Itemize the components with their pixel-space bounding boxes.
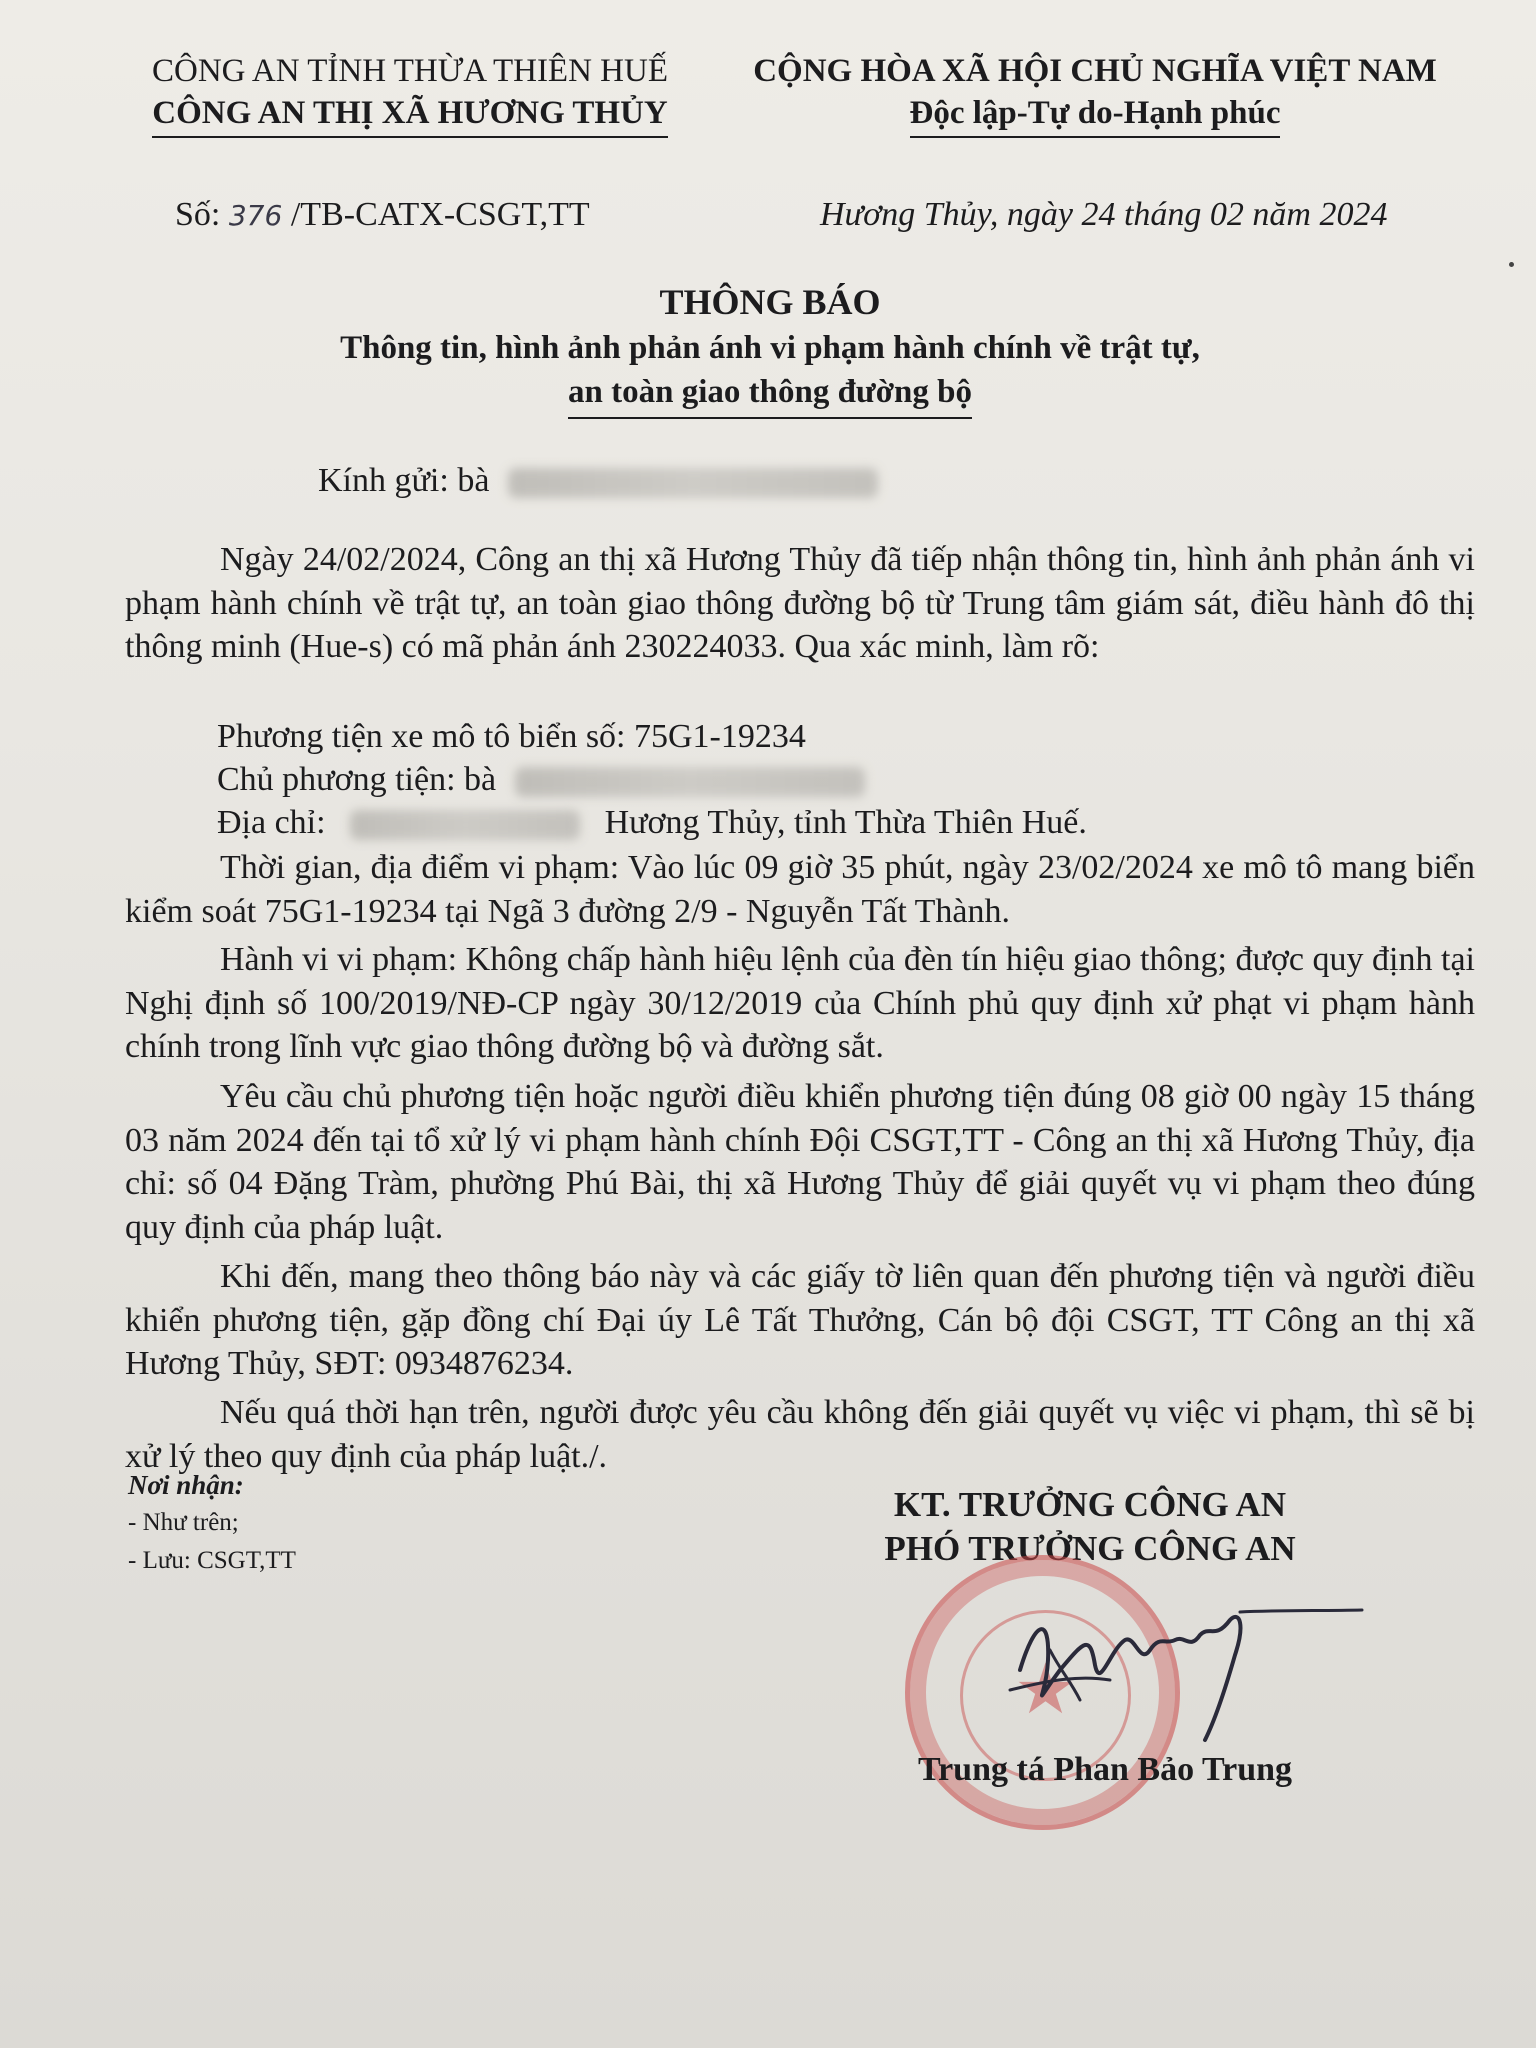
address-tail: Hương Thủy, tỉnh Thừa Thiên Huế.: [604, 804, 1087, 841]
issuer-block: [120, 50, 700, 138]
document-subtitle-2-wrap: [200, 370, 1340, 419]
place-date: Hương Thủy, ngày 24 tháng 02 năm 2024: [820, 196, 1388, 233]
addressee-label: Kính gửi: bà: [318, 462, 490, 499]
signer-title-1: KT. TRƯỞNG CÔNG AN: [893, 1485, 1287, 1524]
document-title: THÔNG BÁO: [659, 282, 881, 322]
issuer-parent: CÔNG AN TỈNH THỪA THIÊN HUẾ: [151, 53, 668, 89]
paragraph-request: Yêu cầu chủ phương tiện hoặc người điều khiển phương tiện đúng 08 giờ 00 ngày 15 tháng 03 năm 2024 đến tại tổ xử lý vi phạm hành chính Đội CSGT,TT - Công an thị xã Hương Thủy, địa chỉ: số 04 Đặng Tràm, phường Phú Bài, thị xã Hương Thủy để giải quyết vụ vi phạm theo đúng quy định của pháp luật.: [125, 1078, 1475, 1246]
number-prefix: Số:: [175, 196, 221, 233]
handwritten-number: 376: [228, 199, 283, 232]
paragraph-intro: Ngày 24/02/2024, Công an thị xã Hương Thủy đã tiếp nhận thông tin, hình ảnh phản ánh vi phạm hành chính về trật tự, an toàn giao thông đường bộ từ Trung tâm giám sát, điều hành đô thị thông minh (Hue-s) có mã phản ánh 230224033. Qua xác minh, làm rõ:: [125, 541, 1475, 665]
country-name: CỘNG HÒA XÃ HỘI CHỦ NGHĨA VIỆT NAM: [753, 53, 1437, 89]
redacted-owner: [515, 767, 865, 797]
owner-label: Chủ phương tiện: bà: [217, 761, 497, 798]
paragraph-violation: Hành vi vi phạm: Không chấp hành hiệu lệnh của đèn tín hiệu giao thông; được quy định tại Nghị định số 100/2019/NĐ-CP ngày 30/12/2019 của Chính phủ quy định xử phạt vi phạm hành chính trong lĩnh vực giao thông đường bộ và đường sắt.: [125, 941, 1475, 1065]
national-motto-block: [745, 50, 1445, 138]
document-number: [175, 193, 590, 237]
paragraph-deadline: Nếu quá thời hạn trên, người được yêu cầu không đến giải quyết vụ việc vi phạm, thì sẽ bị xử lý theo quy định của pháp luật./.: [125, 1394, 1475, 1475]
owner-line: [217, 758, 865, 801]
recipient-item: - Lưu: CSGT,TT: [128, 1547, 296, 1574]
redacted-address: [350, 810, 580, 840]
document-subtitle-2: an toàn giao thông đường bộ: [568, 370, 972, 419]
recipient-item: - Như trên;: [128, 1509, 239, 1536]
dust-mark: [1509, 262, 1514, 267]
document-subtitle-1: Thông tin, hình ảnh phản ánh vi phạm hành chính về trật tự,: [340, 330, 1200, 366]
stamp-star-icon: ★: [1014, 1652, 1077, 1729]
redacted-name: [508, 468, 878, 498]
signer-name: Trung tá Phan Bảo Trung: [917, 1751, 1293, 1788]
vehicle-plate-line: Phương tiện xe mô tô biển số: 75G1-19234: [217, 718, 806, 755]
signer-title-2: PHÓ TRƯỞNG CÔNG AN: [884, 1529, 1296, 1568]
paragraph-instructions: Khi đến, mang theo thông báo này và các giấy tờ liên quan đến phương tiện và người điều khiển phương tiện, gặp đồng chí Đại úy Lê Tất Thưởng, Cán bộ đội CSGT, TT Công an thị xã Hương Thủy, SĐT: 0934876234.: [125, 1258, 1475, 1382]
handwritten-signature: [990, 1580, 1370, 1750]
number-code: /TB-CATX-CSGT,TT: [290, 196, 590, 233]
recipients-block: [128, 1468, 296, 1578]
address-line: [217, 801, 1087, 844]
address-label: Địa chỉ:: [217, 804, 326, 841]
issuer-name: CÔNG AN THỊ XÃ HƯƠNG THỦY: [152, 92, 668, 138]
addressee: [318, 459, 878, 502]
paragraph-time-location: Thời gian, địa điểm vi phạm: Vào lúc 09 giờ 35 phút, ngày 23/02/2024 xe mô tô mang biển kiểm soát 75G1-19234 tại Ngã 3 đường 2/9 - Nguyễn Tất Thành.: [125, 849, 1475, 930]
recipients-title: Nơi nhận:: [128, 1470, 244, 1500]
motto: Độc lập-Tự do-Hạnh phúc: [910, 92, 1281, 138]
